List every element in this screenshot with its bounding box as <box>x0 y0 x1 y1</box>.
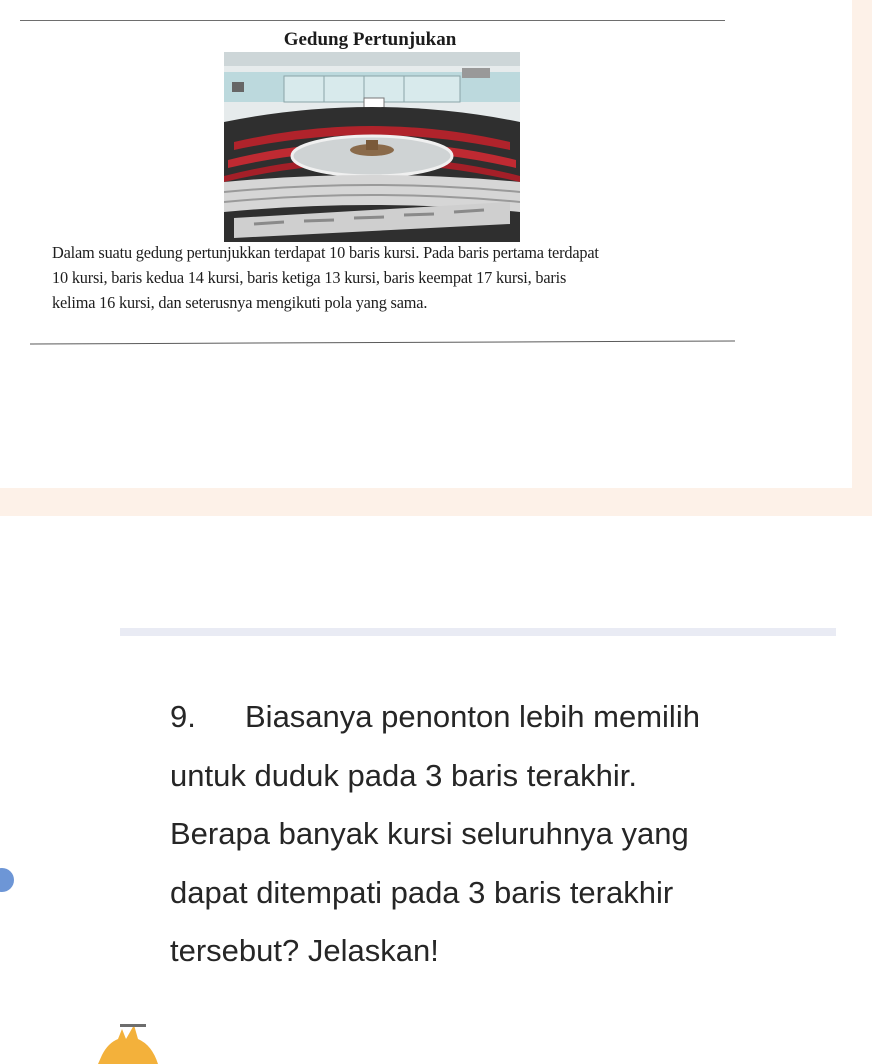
side-dot-icon <box>0 868 14 892</box>
theater-hall-illustration <box>224 52 520 242</box>
question-card <box>0 516 872 1064</box>
paragraph-line: kelima 16 kursi, dan seterusnya mengikuti pola yang sama. <box>52 293 428 312</box>
question-line: Berapa banyak kursi seluruhnya yang <box>170 816 689 851</box>
document-title: Gedung Pertunjukan <box>283 29 457 50</box>
question-line <box>170 688 850 747</box>
card-divider <box>120 628 836 636</box>
question-line: tersebut? Jelaskan! <box>170 933 439 968</box>
question-line-text: Biasanya penonton lebih memilih <box>245 699 700 734</box>
question-line: untuk duduk pada 3 baris terakhir. <box>170 757 638 793</box>
theater-hall-icon <box>224 52 520 242</box>
scanned-document <box>0 0 852 488</box>
flame-shape-icon <box>98 1021 158 1064</box>
paragraph-line: Dalam suatu gedung pertunjukkan terdapat 10 baris kursi. Pada baris pertama terdapat <box>52 243 599 262</box>
question-line: dapat ditempati pada 3 baris terakhir <box>170 874 674 910</box>
question-text <box>170 688 850 981</box>
top-rule <box>20 20 725 21</box>
question-number: 9. <box>170 699 196 734</box>
peek-line <box>120 1024 146 1027</box>
paragraph-line: 10 kursi, baris kedua 14 kursi, baris ketiga 13 kursi, baris keempat 17 kursi, baris <box>52 268 567 287</box>
bottom-rule <box>30 340 735 344</box>
problem-paragraph <box>52 240 686 315</box>
